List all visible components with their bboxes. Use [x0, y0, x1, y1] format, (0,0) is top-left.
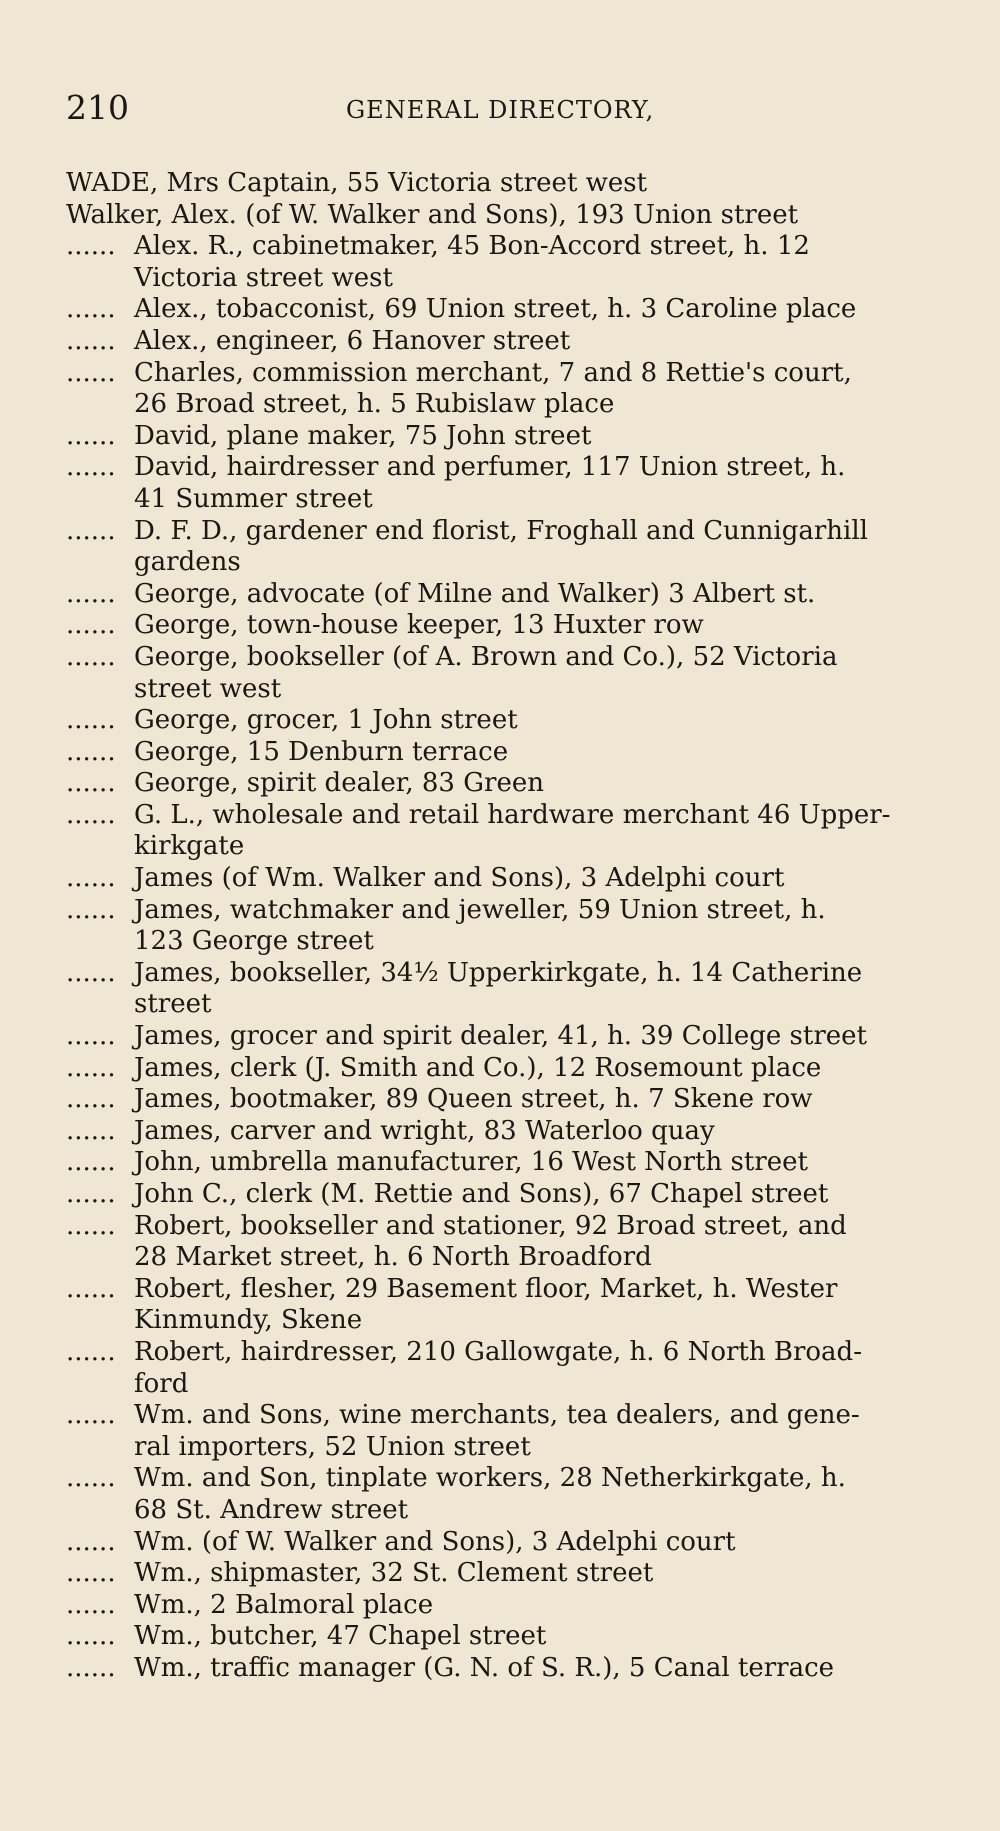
entry-text	[66, 294, 950, 326]
entry-first-line: Alex., tobacconist, 69 Union street, h. 3 Caroline place	[134, 294, 857, 325]
entry-first-line: James (of Wm. Walker and Sons), 3 Adelphi court	[134, 863, 785, 894]
entry-leader-dots: ......	[66, 768, 116, 799]
directory-entry	[66, 1021, 950, 1053]
directory-entry	[66, 1274, 950, 1337]
entry-first-line: Alex., engineer, 6 Hanover street	[134, 325, 571, 356]
entry-leader-dots: ......	[66, 641, 116, 672]
entry-first-line: James, bookseller, 34½ Upperkirkgate, h. 14 Catherine	[134, 957, 863, 988]
entry-text	[66, 1590, 950, 1622]
directory-entry	[66, 1527, 950, 1559]
entry-leader-dots: ......	[66, 231, 116, 262]
entry-text	[66, 1116, 950, 1148]
entry-leader-dots: ......	[66, 1400, 116, 1431]
directory-entry	[66, 231, 950, 294]
entry-first-line: Charles, commission merchant, 7 and 8 Rettie's court,	[134, 357, 852, 388]
entry-text	[66, 1021, 950, 1053]
entry-leader-dots: ......	[66, 1052, 116, 1083]
entry-leader-dots: ......	[66, 1210, 116, 1241]
entry-first-line: Robert, hairdresser, 210 Gallowgate, h. 6 North Broad-	[134, 1336, 862, 1367]
directory-entry	[66, 958, 950, 1021]
entry-leader-dots: ......	[66, 736, 116, 767]
directory-entry	[66, 294, 950, 326]
entry-leader-dots: ......	[66, 1273, 116, 1304]
entry-leader-dots: ......	[66, 1179, 116, 1209]
directory-entry	[66, 1621, 950, 1653]
entry-leader-dots: ......	[66, 1621, 116, 1652]
entry-text	[66, 705, 950, 737]
entry-first-line: James, watchmaker and jeweller, 59 Union street, h.	[134, 894, 826, 925]
directory-entry	[66, 863, 950, 895]
entry-text	[66, 1653, 950, 1685]
directory-entry	[66, 326, 950, 358]
entry-text	[66, 231, 950, 294]
entry-leader-dots: ......	[66, 705, 116, 736]
directory-entry	[66, 200, 950, 232]
directory-entry	[66, 452, 950, 515]
directory-entry	[66, 358, 950, 421]
directory-entry	[66, 610, 950, 642]
entry-text	[66, 1621, 950, 1653]
entry-text	[66, 1274, 950, 1337]
entry-leader-dots: ......	[66, 1652, 116, 1683]
entry-text	[66, 1211, 950, 1274]
entry-text	[66, 768, 950, 800]
directory-entry	[66, 1463, 950, 1526]
entry-first-line: Wm., traffic manager (G. N. of S. R.), 5 Canal terrace	[134, 1652, 835, 1683]
entry-text	[66, 863, 950, 895]
directory-entry	[66, 1147, 950, 1179]
directory-entry	[66, 168, 950, 200]
entry-continuation-line: street	[134, 989, 212, 1020]
entry-text	[66, 1147, 950, 1179]
entry-continuation-line: ford	[134, 1368, 189, 1399]
entry-first-line: George, spirit dealer, 83 Green	[134, 768, 544, 799]
entry-text	[66, 1179, 950, 1211]
entry-leader-dots: ......	[66, 1526, 116, 1557]
directory-entry	[66, 1179, 950, 1211]
entry-text	[66, 642, 950, 705]
entry-first-line: Alex. R., cabinetmaker, 45 Bon-Accord street, h. 12	[134, 231, 810, 262]
entry-first-line: D. F. D., gardener end florist, Froghall and Cunnigarhill	[134, 515, 868, 546]
directory-entry	[66, 516, 950, 579]
entry-continuation-line: ral importers, 52 Union street	[134, 1431, 531, 1462]
entry-continuation-line: 68 St. Andrew street	[134, 1494, 409, 1525]
entry-first-line: Walker, Alex. (of W. Walker and Sons), 193 Union street	[66, 199, 799, 230]
entry-leader-dots: ......	[66, 1463, 116, 1494]
entry-text	[66, 421, 950, 453]
entry-leader-dots: ......	[66, 863, 116, 894]
entry-leader-dots: ......	[66, 452, 116, 483]
entry-leader-dots: ......	[66, 357, 116, 388]
entry-text	[66, 958, 950, 1021]
entry-text	[66, 452, 950, 515]
entry-first-line: Robert, flesher, 29 Basement floor, Market, h. Wester	[134, 1273, 838, 1304]
directory-entries	[66, 168, 950, 1685]
entry-first-line: G. L., wholesale and retail hardware merchant 46 Upper-	[134, 799, 891, 830]
directory-entry	[66, 768, 950, 800]
entry-text	[66, 895, 950, 958]
entry-first-line: George, advocate (of Milne and Walker) 3 Albert st.	[134, 578, 816, 609]
entry-leader-dots: ......	[66, 1115, 116, 1146]
entry-continuation-line: 41 Summer street	[134, 483, 373, 514]
directory-entry	[66, 579, 950, 611]
entry-continuation-line: street west	[134, 673, 282, 704]
directory-entry	[66, 895, 950, 958]
entry-text	[66, 1084, 950, 1116]
page-header	[66, 78, 950, 140]
directory-entry	[66, 737, 950, 769]
entry-first-line: Wm. and Sons, wine merchants, tea dealers, and gene-	[134, 1400, 860, 1431]
entry-continuation-line: 26 Broad street, h. 5 Rubislaw place	[134, 389, 615, 420]
entry-text	[66, 1053, 950, 1085]
entry-first-line: Wm., 2 Balmoral place	[134, 1589, 434, 1620]
directory-entry	[66, 1590, 950, 1622]
entry-leader-dots: ......	[66, 799, 116, 830]
entry-leader-dots: ......	[66, 325, 116, 356]
entry-first-line: Wm., shipmaster, 32 St. Clement street	[134, 1558, 654, 1589]
entry-leader-dots: ......	[66, 1336, 116, 1367]
entry-first-line: George, 15 Denburn terrace	[134, 736, 509, 767]
entry-leader-dots: ......	[66, 515, 116, 546]
entry-leader-dots: ......	[66, 610, 116, 641]
entry-text	[66, 610, 950, 642]
entry-continuation-line: 123 George street	[134, 926, 374, 957]
entry-leader-dots: ......	[66, 420, 116, 451]
directory-entry	[66, 1116, 950, 1148]
entry-first-line: David, hairdresser and perfumer, 117 Union street, h.	[134, 452, 846, 483]
directory-entry	[66, 1211, 950, 1274]
entry-text	[66, 326, 950, 358]
entry-continuation-line: kirkgate	[134, 831, 245, 862]
entry-text	[66, 737, 950, 769]
entry-text	[66, 516, 950, 579]
entry-first-line: James, bootmaker, 89 Queen street, h. 7 Skene row	[134, 1084, 813, 1115]
entry-first-line: George, bookseller (of A. Brown and Co.), 52 Victoria	[134, 641, 838, 672]
entry-leader-dots: ......	[66, 1589, 116, 1620]
directory-entry	[66, 1084, 950, 1116]
directory-entry	[66, 1653, 950, 1685]
entry-leader-dots: ......	[66, 1147, 116, 1178]
directory-entry	[66, 800, 950, 863]
directory-entry	[66, 1053, 950, 1085]
entry-first-line: David, plane maker, 75 John street	[134, 420, 592, 451]
entry-first-line: Wm., butcher, 47 Chapel street	[134, 1621, 547, 1652]
entry-leader-dots: ......	[66, 1084, 116, 1115]
entry-text	[66, 1527, 950, 1559]
entry-first-line: George, grocer, 1 John street	[134, 705, 518, 736]
entry-continuation-line: 28 Market street, h. 6 North Broadford	[134, 1242, 652, 1273]
directory-entry	[66, 642, 950, 705]
directory-entry	[66, 421, 950, 453]
entry-first-line: Wm. (of W. Walker and Sons), 3 Adelphi court	[134, 1526, 736, 1557]
entry-text	[66, 168, 950, 200]
entry-leader-dots: ......	[66, 578, 116, 609]
entry-leader-dots: ......	[66, 1558, 116, 1589]
entry-leader-dots: ......	[66, 957, 116, 988]
directory-entry	[66, 1558, 950, 1590]
directory-entry	[66, 1400, 950, 1463]
entry-first-line: Robert, bookseller and stationer, 92 Broad street, and	[134, 1210, 847, 1241]
entry-leader-dots: ......	[66, 1021, 116, 1052]
directory-entry	[66, 1337, 950, 1400]
entry-continuation-line: Kinmundy, Skene	[134, 1305, 363, 1336]
entry-first-line: James, carver and wright, 83 Waterloo quay	[134, 1115, 715, 1146]
entry-first-line: George, town-house keeper, 13 Huxter row	[134, 610, 704, 641]
entry-continuation-line: Victoria street west	[134, 262, 393, 293]
entry-first-line: James, grocer and spirit dealer, 41, h. 39 College street	[134, 1021, 867, 1052]
entry-first-line: WADE, Mrs Captain, 55 Victoria street west	[66, 168, 648, 198]
entry-first-line: John C., clerk (M. Rettie and Sons), 67 Chapel street	[134, 1179, 829, 1209]
page-number: 210	[66, 88, 129, 127]
entry-leader-dots: ......	[66, 894, 116, 925]
directory-entry	[66, 705, 950, 737]
running-head: GENERAL DIRECTORY,	[346, 96, 655, 124]
entry-text	[66, 1463, 950, 1526]
entry-text	[66, 579, 950, 611]
entry-text	[66, 200, 950, 232]
entry-leader-dots: ......	[66, 294, 116, 325]
entry-first-line: James, clerk (J. Smith and Co.), 12 Rosemount place	[134, 1052, 822, 1083]
entry-text	[66, 1400, 950, 1463]
entry-text	[66, 1558, 950, 1590]
entry-first-line: John, umbrella manufacturer, 16 West North street	[134, 1147, 808, 1178]
entry-text	[66, 800, 950, 863]
entry-continuation-line: gardens	[134, 547, 241, 578]
entry-first-line: Wm. and Son, tinplate workers, 28 Netherkirkgate, h.	[134, 1463, 846, 1494]
entry-text	[66, 1337, 950, 1400]
entry-text	[66, 358, 950, 421]
